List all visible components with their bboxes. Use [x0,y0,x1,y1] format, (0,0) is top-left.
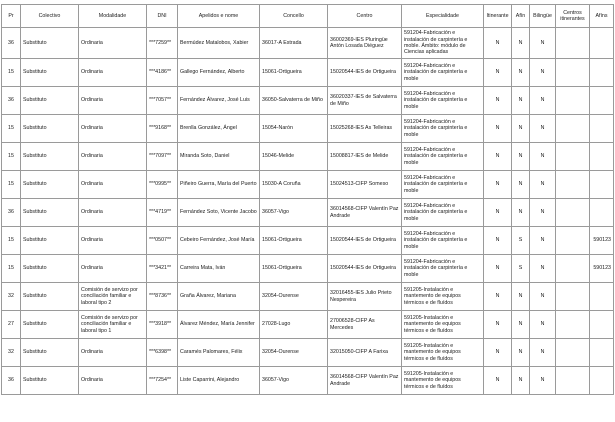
header-colectivo: Colectivo [21,5,79,28]
cell-afin: N [512,283,530,311]
cell-pr: 15 [2,59,21,87]
cell-pr: 36 [2,367,21,395]
cell-modalidade: Ordinaria [79,367,147,395]
cell-bilingue: N [530,255,556,283]
cell-afins [590,339,614,367]
cell-centro: 36020337-IES de Salvaterra de Miño [328,87,402,115]
cell-pr: 15 [2,171,21,199]
table-row [2,255,614,283]
cell-dni: ***4719** [147,199,178,227]
cell-colectivo: Substituto [21,227,79,255]
cell-apelidos-nome: Carreira Mata, Iván [178,255,260,283]
cell-itinerante: N [484,171,512,199]
cell-modalidade: Ordinaria [79,143,147,171]
cell-pr: 15 [2,143,21,171]
cell-pr: 27 [2,311,21,339]
cell-especialidade: 591204-Fabricación e instalación de carpintería e moble [402,171,484,199]
cell-centros-itinerantes [556,255,590,283]
cell-afins: 590123 [590,227,614,255]
assignments-table [1,4,614,395]
cell-modalidade: Comisión de servizo por conciliación familiar e laboral tipo 2 [79,283,147,311]
cell-especialidade: 591204-Fabricación e instalación de carpintería e moble [402,255,484,283]
cell-dni: ***6398** [147,339,178,367]
cell-modalidade: Ordinaria [79,28,147,59]
cell-modalidade: Ordinaria [79,199,147,227]
cell-modalidade: Ordinaria [79,171,147,199]
cell-concello: 36057-Vigo [260,367,328,395]
cell-centro: 15025268-IES As Telleiras [328,115,402,143]
table-row [2,28,614,59]
header-centros-itinerantes: Centros itinerantes [556,5,590,28]
cell-modalidade: Ordinaria [79,339,147,367]
table-row [2,59,614,87]
cell-afin: N [512,115,530,143]
header-modalidade: Modalidade [79,5,147,28]
cell-colectivo: Substituto [21,339,79,367]
cell-especialidade: 591204-Fabricación e instalación de carpintería e moble [402,227,484,255]
cell-centro: 15024513-CIFP Someso [328,171,402,199]
cell-itinerante: N [484,255,512,283]
cell-itinerante: N [484,199,512,227]
cell-itinerante: N [484,115,512,143]
cell-dni: ***0507** [147,227,178,255]
cell-itinerante: N [484,339,512,367]
cell-dni: ***0995** [147,171,178,199]
cell-afins [590,367,614,395]
table-row [2,339,614,367]
table-header [2,5,614,28]
header-centro: Centro [328,5,402,28]
cell-concello: 36017-A Estrada [260,28,328,59]
cell-bilingue: N [530,367,556,395]
cell-afin: N [512,311,530,339]
cell-centros-itinerantes [556,339,590,367]
table-row [2,283,614,311]
cell-especialidade: 591204-Fabricación e instalación de carpintería e moble [402,143,484,171]
cell-pr: 36 [2,199,21,227]
cell-colectivo: Substituto [21,143,79,171]
cell-especialidade: 591205-Instalación e mantemento de equipos térmicos e de fluídos [402,311,484,339]
cell-colectivo: Substituto [21,59,79,87]
cell-especialidade: 591205-Instalación e mantemento de equipos térmicos e de fluídos [402,283,484,311]
table-row [2,199,614,227]
cell-apelidos-nome: Cebeiro Fernández, José María [178,227,260,255]
cell-dni: ***9168** [147,115,178,143]
cell-colectivo: Substituto [21,283,79,311]
cell-dni: ***7254** [147,367,178,395]
cell-afins [590,115,614,143]
cell-afin: S [512,227,530,255]
cell-itinerante: N [484,311,512,339]
cell-bilingue: N [530,143,556,171]
cell-itinerante: N [484,227,512,255]
cell-afins [590,143,614,171]
cell-bilingue: N [530,28,556,59]
cell-afins [590,59,614,87]
cell-apelidos-nome: Piñeiro Guerra, María del Puerto [178,171,260,199]
cell-centro: 15008817-IES de Melide [328,143,402,171]
table-row [2,367,614,395]
cell-itinerante: N [484,367,512,395]
header-bilingue: Bilingüe [530,5,556,28]
cell-colectivo: Substituto [21,115,79,143]
cell-colectivo: Substituto [21,28,79,59]
cell-colectivo: Substituto [21,311,79,339]
cell-centro: 32016455-IES Julio Prieto Nespereira [328,283,402,311]
cell-pr: 15 [2,115,21,143]
cell-bilingue: N [530,59,556,87]
cell-modalidade: Ordinaria [79,59,147,87]
cell-colectivo: Substituto [21,255,79,283]
cell-especialidade: 591204-Fabricación e instalación de carpintería e moble [402,199,484,227]
cell-bilingue: N [530,339,556,367]
cell-colectivo: Substituto [21,171,79,199]
cell-concello: 15061-Ortigueira [260,255,328,283]
cell-colectivo: Substituto [21,199,79,227]
header-concello: Concello [260,5,328,28]
cell-concello: 32054-Ourense [260,339,328,367]
cell-apelidos-nome: Caramés Palomares, Félix [178,339,260,367]
cell-especialidade: 591204-Fabricación e instalación de carpintería e moble [402,87,484,115]
cell-modalidade: Ordinaria [79,227,147,255]
cell-bilingue: N [530,283,556,311]
cell-pr: 32 [2,283,21,311]
header-pr: Pr [2,5,21,28]
cell-centro: 27006528-CIFP As Mercedes [328,311,402,339]
cell-afins [590,171,614,199]
cell-apelidos-nome: Bermúdez Matalobos, Xabier [178,28,260,59]
cell-colectivo: Substituto [21,367,79,395]
table-row [2,227,614,255]
cell-centro: 15020544-IES de Ortigueira [328,255,402,283]
table-row [2,87,614,115]
cell-itinerante: N [484,143,512,171]
cell-afin: N [512,367,530,395]
cell-concello: 15046-Melide [260,143,328,171]
cell-apelidos-nome: Álvarez Méndez, María Jennifer [178,311,260,339]
cell-afins [590,199,614,227]
cell-colectivo: Substituto [21,87,79,115]
cell-modalidade: Ordinaria [79,115,147,143]
cell-concello: 15054-Narón [260,115,328,143]
cell-centro: 32015050-CIFP A Farixa [328,339,402,367]
cell-centro: 36002369-IES Pluringüe Antón Losada Diéguez [328,28,402,59]
cell-afin: N [512,28,530,59]
cell-centros-itinerantes [556,28,590,59]
cell-dni: ***3918** [147,311,178,339]
cell-centros-itinerantes [556,171,590,199]
cell-apelidos-nome: Gallego Fernández, Alberto [178,59,260,87]
cell-pr: 15 [2,255,21,283]
cell-afins: 590123 [590,255,614,283]
cell-apelidos-nome: Fernández Soto, Vicente Jacobo [178,199,260,227]
table-row [2,311,614,339]
header-itinerante: Itinerante [484,5,512,28]
cell-centros-itinerantes [556,59,590,87]
cell-especialidade: 591205-Instalación e mantemento de equipos térmicos e de fluídos [402,339,484,367]
table-body [2,28,614,395]
cell-modalidade: Comisión de servizo por conciliación familiar e laboral tipo 1 [79,311,147,339]
cell-concello: 15030-A Coruña [260,171,328,199]
cell-afin: S [512,255,530,283]
cell-centros-itinerantes [556,367,590,395]
cell-afins [590,311,614,339]
cell-apelidos-nome: Fernández Álvarez, José Luis [178,87,260,115]
cell-centro: 15020544-IES de Ortigueira [328,59,402,87]
cell-concello: 15061-Ortigueira [260,227,328,255]
header-especialidade: Especialidade [402,5,484,28]
cell-pr: 36 [2,87,21,115]
cell-afin: N [512,143,530,171]
header-dni: DNI [147,5,178,28]
cell-pr: 36 [2,28,21,59]
cell-modalidade: Ordinaria [79,255,147,283]
cell-bilingue: N [530,311,556,339]
cell-afin: N [512,199,530,227]
cell-pr: 15 [2,227,21,255]
cell-centros-itinerantes [556,199,590,227]
cell-especialidade: 591205-Instalación e mantemento de equipos térmicos e de fluídos [402,367,484,395]
cell-pr: 32 [2,339,21,367]
cell-afins [590,28,614,59]
cell-centros-itinerantes [556,115,590,143]
cell-especialidade: 591204-Fabricación e instalación de carpintería e moble [402,59,484,87]
cell-centros-itinerantes [556,283,590,311]
cell-centros-itinerantes [556,87,590,115]
cell-concello: 27028-Lugo [260,311,328,339]
cell-afins [590,283,614,311]
table-row [2,171,614,199]
header-apelidos-nome: Apelidos e nome [178,5,260,28]
header-afin: Afín [512,5,530,28]
cell-centro: 36014568-CIFP Valentín Paz Andrade [328,199,402,227]
header-row [2,5,614,28]
cell-bilingue: N [530,171,556,199]
cell-afin: N [512,339,530,367]
cell-dni: ***7097** [147,143,178,171]
cell-bilingue: N [530,199,556,227]
cell-apelidos-nome: Miranda Soto, Daniel [178,143,260,171]
cell-bilingue: N [530,87,556,115]
cell-centros-itinerantes [556,227,590,255]
cell-centro: 15020544-IES de Ortigueira [328,227,402,255]
cell-afins [590,87,614,115]
cell-centros-itinerantes [556,311,590,339]
cell-dni: ***7259** [147,28,178,59]
cell-centro: 36014568-CIFP Valentín Paz Andrade [328,367,402,395]
table-row [2,115,614,143]
cell-especialidade: 591204-Fabricación e instalación de carpintería e moble [402,115,484,143]
cell-bilingue: N [530,227,556,255]
cell-concello: 36057-Vigo [260,199,328,227]
cell-afin: N [512,59,530,87]
cell-itinerante: N [484,283,512,311]
cell-concello: 36050-Salvaterra de Miño [260,87,328,115]
cell-dni: ***7057** [147,87,178,115]
cell-bilingue: N [530,115,556,143]
table-row [2,143,614,171]
cell-dni: ***3421** [147,255,178,283]
cell-concello: 32054-Ourense [260,283,328,311]
cell-dni: ***8736** [147,283,178,311]
cell-apelidos-nome: Graña Álvarez, Mariana [178,283,260,311]
cell-itinerante: N [484,59,512,87]
cell-centros-itinerantes [556,143,590,171]
cell-modalidade: Ordinaria [79,87,147,115]
cell-itinerante: N [484,87,512,115]
cell-especialidade: 591204-Fabricación e instalación de carpintería e moble. Ámbito: módulo de Ciencias aplicadas [402,28,484,59]
cell-concello: 15061-Ortigueira [260,59,328,87]
cell-afin: N [512,87,530,115]
cell-dni: ***4186** [147,59,178,87]
cell-itinerante: N [484,28,512,59]
header-afins: Afíns [590,5,614,28]
cell-apelidos-nome: Liste Caparrini, Alejandro [178,367,260,395]
cell-afin: N [512,171,530,199]
cell-apelidos-nome: Brenlla González, Ángel [178,115,260,143]
